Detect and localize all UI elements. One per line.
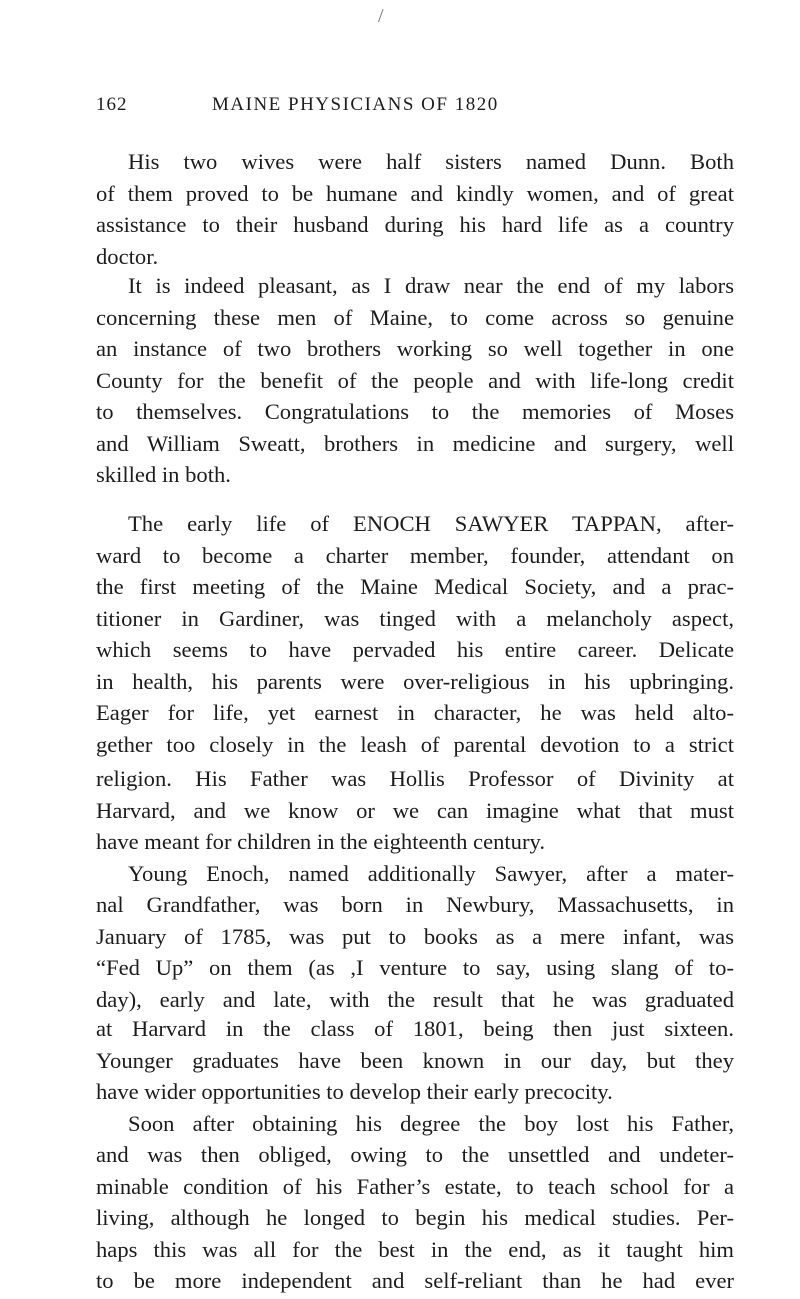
- text-line: to themselves. Congratulations to the memories of Moses: [96, 399, 734, 424]
- text-line: minable condition of his Father’s estate, to teach school for a: [96, 1173, 734, 1199]
- text-line: doctor.: [96, 243, 159, 269]
- text-line: the first meeting of the Maine Medical Society, and a prac-: [96, 574, 734, 599]
- text-line: nal Grandfather, was born in Newbury, Massachusetts, in: [96, 892, 734, 917]
- text-line: January of 1785, was put to books as a mere infant, was: [96, 923, 734, 949]
- text-line: of them proved to be humane and kindly women, and of great: [96, 180, 734, 206]
- text-line: haps this was all for the best in the end, as it taught him: [96, 1236, 734, 1262]
- text-line: assistance to their husband during his hard life as a country: [96, 212, 734, 237]
- text-line: gether too closely in the leash of parental devotion to a strict: [96, 731, 734, 757]
- paragraph-1: [96, 146, 734, 272]
- text-line: It is indeed pleasant, as I draw near the end of my labors: [128, 273, 734, 298]
- text-line: and William Sweatt, brothers in medicine and surgery, well: [96, 430, 734, 456]
- text-line: skilled in both.: [96, 462, 231, 487]
- paragraph-2: [96, 270, 734, 491]
- text-line: “Fed Up” on them (as ,I venture to say, using slang of to-: [96, 955, 734, 980]
- text-line: religion. His Father was Hollis Professor of Divinity at: [96, 766, 734, 791]
- text-line: Eager for life, yet earnest in character, he was held alto-: [96, 700, 734, 725]
- stray-mark: /: [378, 5, 384, 27]
- page-number: 162: [96, 94, 128, 115]
- text-line: concerning these men of Maine, to come across so genuine: [96, 304, 734, 330]
- paragraph-4: [96, 763, 734, 1015]
- text-line: County for the benefit of the people and with life-long credit: [96, 367, 734, 393]
- paragraph-3: [96, 508, 734, 760]
- text-line: ward to become a charter member, founder, attendant on: [96, 542, 734, 568]
- paragraph-5: [96, 1013, 734, 1297]
- text-line: and was then obliged, owing to the unsettled and undeter-: [96, 1142, 734, 1167]
- text-line: His two wives were half sisters named Dunn. Both: [128, 149, 734, 174]
- text-line: have meant for children in the eighteenth century.: [96, 829, 545, 854]
- text-line: in health, his parents were over-religious in his upbringing.: [96, 668, 734, 694]
- text-line: to be more independent and self-reliant than he had ever: [96, 1268, 734, 1293]
- text-line: day), early and late, with the result that he was graduated: [96, 986, 734, 1012]
- text-line: living, although he longed to begin his medical studies. Per-: [96, 1205, 734, 1230]
- text-line: which seems to have pervaded his entire career. Delicate: [96, 637, 734, 662]
- running-head: [96, 94, 716, 116]
- text-line: Young Enoch, named additionally Sawyer, after a mater-: [128, 860, 734, 886]
- text-line: titioner in Gardiner, was tinged with a melancholy aspect,: [96, 605, 734, 631]
- text-line: The early life of ENOCH SAWYER TAPPAN, after-: [128, 511, 734, 536]
- running-title: MAINE PHYSICIANS OF 1820: [212, 94, 499, 115]
- text-line: at Harvard in the class of 1801, being then just sixteen.: [96, 1016, 734, 1041]
- text-line: Harvard, and we know or we can imagine what that must: [96, 797, 734, 823]
- text-line: Younger graduates have been known in our day, but they: [96, 1047, 734, 1073]
- text-line: an instance of two brothers working so well together in one: [96, 336, 734, 361]
- text-line: have wider opportunities to develop their early precocity.: [96, 1079, 613, 1104]
- text-line: Soon after obtaining his degree the boy lost his Father,: [128, 1110, 734, 1136]
